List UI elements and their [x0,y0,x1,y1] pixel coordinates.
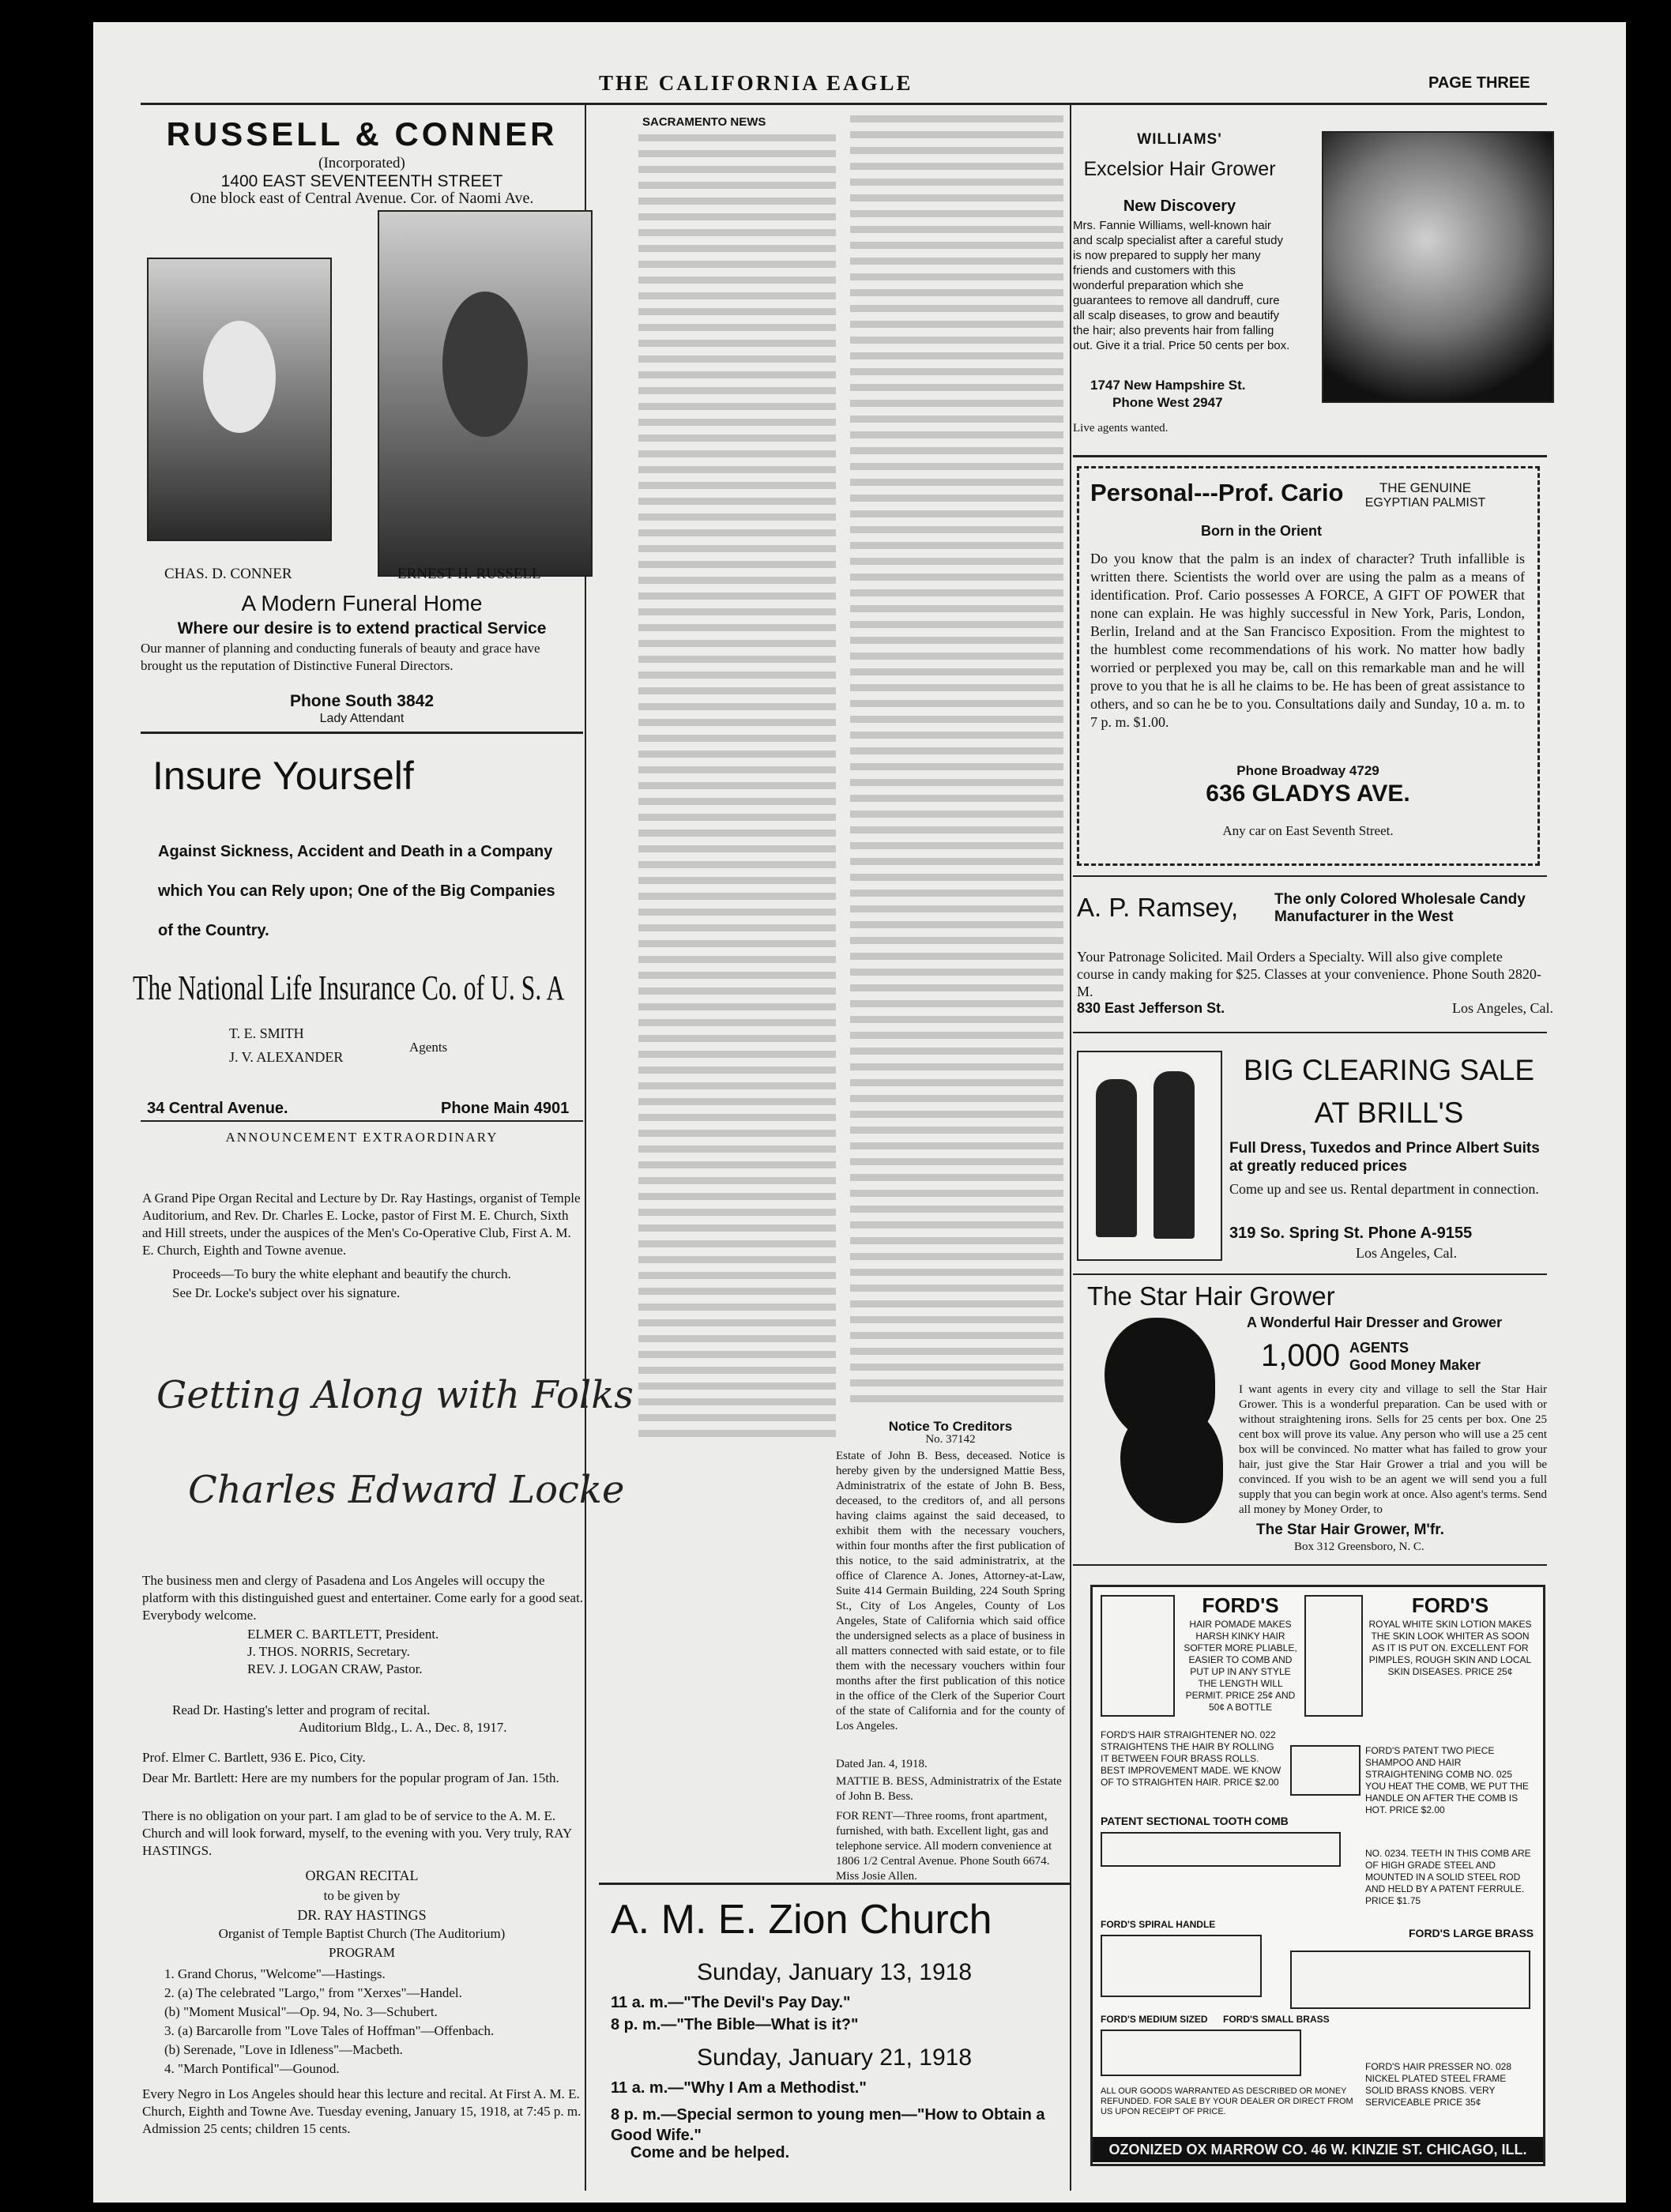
recital-given-by: to be given by [323,1888,401,1903]
recital-program-list [164,1964,583,2079]
brill-heading-2: AT BRILL'S [1314,1097,1464,1129]
page-number: PAGE THREE [1428,74,1530,92]
russell-incorporated: (Incorporated) [318,155,405,171]
sectional-comb-image [1101,1832,1341,1867]
fords-ad [1090,1585,1545,2166]
star-money-maker: Good Money Maker [1349,1357,1481,1373]
section-rule [141,1120,583,1122]
photo-russell [378,210,593,577]
program-item: (b) Serenade, "Love in Idleness"—Macbeth. [164,2042,403,2057]
ramsey-city: Los Angeles, Cal. [1452,1000,1553,1016]
section-rule [1073,1032,1547,1033]
lotion-bottle-image [1304,1595,1363,1717]
newspaper-page [93,22,1626,2203]
caption-conner: CHAS. D. CONNER [164,566,292,582]
program-item: 1. Grand Chorus, "Welcome"—Hastings. [164,1966,386,1981]
photo-fannie-williams [1322,131,1554,403]
ramsey-body: Your Patronage Solicited. Mail Orders a Specialty. Will also give complete course in candy making for $25. Classes at your convenience. Phone South 2820-M. [1077,949,1541,999]
recital-letter-place: Auditorium Bldg., L. A., Dec. 8, 1917. [299,1720,507,1735]
photo-conner [147,258,332,541]
williams-product: Excelsior Hair Grower [1083,158,1276,180]
williams-agents: Live agents wanted. [1073,422,1169,434]
star-signature: The Star Hair Grower, M'fr. [1256,1522,1444,1538]
masthead: THE CALIFORNIA EAGLE [599,71,913,95]
zion-church-heading: A. M. E. Zion Church [611,1897,992,1943]
zion-date-2: Sunday, January 21, 1918 [696,2045,973,2071]
insure-heading: Insure Yourself [152,754,414,798]
recital-addressee: Prof. Elmer C. Bartlett, 936 E. Pico, City. [142,1750,366,1765]
creditors-notice-body: Estate of John B. Bess, deceased. Notice is hereby given by the undersigned Mattie Bess, Administratrix of the estate of John B. Bess, deceased, to the creditors of, and all persons having claims against the said deceased, to exhibit them with the necessary vouchers, within four months after the first publication of this notice, to the said administratrix, at the office of Clarence A. Jones, Attorney-at-Law, Suite 414 Germain Building, 224 South Spring St., City of Los Angeles, County of Los Angeles, State of California which said office the undersigned selects as a place of business in all matters connected with said estate, or to file them with the necessary vouchers within four months after the first publication of this notice in the office of the Clerk of the Superior Court of the state of California and for the county of Los Angeles. [836,1450,1065,1732]
fords-lotion-title: FORD'S [1411,1593,1489,1617]
funeral-home-tagline: Where our desire is to extend practical Service [177,619,547,638]
fords-footnote: ALL OUR GOODS WARRANTED AS DESCRIBED OR MONEY REFUNDED. FOR SALE BY YOUR DEALER OR DIRECT FROM US UPON RECEIPT OF PRICE. [1101,2086,1353,2116]
fords-patent-comb: FORD'S PATENT TWO PIECE SHAMPOO AND HAIR STRAIGHTENING COMB NO. 025 YOU HEAT THE COMB, WE PUT THE HANDLE ON AFTER THE COMB IS HOT. PRICE $2.00 [1365,1745,1529,1815]
pomade-jar-image [1101,1595,1175,1717]
williams-phone: Phone West 2947 [1112,395,1223,410]
section-rule [1073,1273,1547,1275]
russell-address: 1400 EAST SEVENTEENTH STREET [220,172,503,190]
zion-service-3: 11 a. m.—"Why I Am a Methodist." [611,2079,867,2097]
signature-name: Charles Edward Locke [188,1468,625,1512]
zion-closing: Come and be helped. [630,2144,790,2161]
fords-presser: FORD'S HAIR PRESSER NO. 028 NICKEL PLATED STEEL FRAME SOLID BRASS KNOBS. VERY SERVICEABLE PRICE 35¢ [1365,2061,1512,2108]
cario-title: EGYPTIAN PALMIST [1364,496,1486,510]
brill-body: Full Dress, Tuxedos and Prince Albert Suits at greatly reduced prices [1229,1140,1540,1175]
masthead-rule [141,103,1547,105]
announcement-heading: ANNOUNCEMENT EXTRAORDINARY [225,1130,499,1145]
zion-date-1: Sunday, January 13, 1918 [696,1959,973,1985]
program-item: 3. (a) Barcarolle from "Love Tales of Hoffman"—Offenbach. [164,2023,495,2038]
recital-officer-2: J. THOS. NORRIS, Secretary. [247,1644,410,1659]
cario-phone: Phone Broadway 4729 [1236,763,1379,778]
star-number: 1,000 [1261,1338,1341,1373]
recital-businessmen: The business men and clergy of Pasadena and Los Angeles will occupy the platform with this distinguished guest and entertainer. Come early for a good seat. Everybody welcome. [142,1573,584,1623]
large-brass-comb-image [1290,1951,1530,2009]
recital-letter-intro: Read Dr. Hasting's letter and program of recital. [172,1702,431,1717]
cario-heading: Personal---Prof. Cario [1090,479,1344,506]
star-agents: AGENTS [1349,1340,1409,1356]
program-item: 4. "March Pontifical"—Gounod. [164,2061,340,2076]
section-rule [1073,455,1547,457]
recital-letter-1: Dear Mr. Bartlett: Here are my numbers for the popular program of Jan. 15th. [142,1770,559,1785]
star-subheading: A Wonderful Hair Dresser and Grower [1247,1315,1503,1330]
insurance-phone: Phone Main 4901 [441,1100,570,1117]
ramsey-address: 830 East Jefferson St. [1077,1000,1225,1016]
insurance-address: 34 Central Avenue. [147,1100,288,1117]
signature-title: Getting Along with Folks [156,1373,634,1417]
announcement-proceeds: Proceeds—To bury the white elephant and beautify the church. [172,1266,511,1281]
for-rent-ad: FOR RENT—Three rooms, front apartment, furnished, with bath. Excellent light, gas and telephone service. All modern convenience at 1806 1/2 Central Avenue. Phone South 6674. Miss Josie Allen. [836,1810,1052,1883]
cario-address: 636 GLADYS AVE. [1206,781,1410,807]
brill-illustration [1077,1051,1222,1261]
recital-program-label: PROGRAM [328,1945,396,1960]
recital-letter-2: There is no obligation on your part. I am glad to be of service to the A. M. E. Church and will look forward, myself, to the evening with you. Very truly, RAY HASTINGS. [142,1808,572,1858]
program-item: (b) "Moment Musical"—Op. 94, No. 3—Schubert. [164,2004,438,2019]
williams-discovery: New Discovery [1123,198,1236,215]
funeral-home-heading: A Modern Funeral Home [241,591,483,615]
recital-performer-title: Organist of Temple Baptist Church (The Auditorium) [218,1926,506,1941]
fords-company-bar: OZONIZED OX MARROW CO. 46 W. KINZIE ST. CHICAGO, ILL. [1093,2137,1543,2162]
fords-pomade-title: FORD'S [1202,1593,1279,1617]
williams-address: 1747 New Hampshire St. [1090,378,1246,393]
creditors-notice-signer: MATTIE B. BESS, Administratrix of the Estate of John B. Bess. [836,1775,1062,1803]
program-item: 2. (a) The celebrated "Largo," from "Xerxes"—Handel. [164,1985,462,2000]
column-rule [1070,105,1071,2191]
agents-label: Agents [409,1040,448,1055]
fords-0234: NO. 0234. TEETH IN THIS COMB ARE OF HIGH GRADE STEEL AND MOUNTED IN A SOLID STEEL ROD AND HELD BY A PATENT FERRULE. PRICE $1.75 [1365,1848,1531,1906]
recital-officer-3: REV. J. LOGAN CRAW, Pastor. [247,1661,423,1676]
sacramento-news-text [638,134,836,1438]
funeral-home-body: Our manner of planning and conducting funerals of beauty and grace have brought us the reputation of Distinctive Funeral Directors. [141,641,540,673]
insurance-company-name: The National Life Insurance Co. of U. S. A [133,969,565,1007]
recital-organ-heading: ORGAN RECITAL [305,1868,419,1883]
society-news-text [850,115,1063,1411]
agent-2: J. V. ALEXANDER [229,1049,344,1065]
cario-directions: Any car on East Seventh Street. [1222,823,1394,838]
recital-officer-1: ELMER C. BARTLETT, President. [247,1627,439,1642]
brill-city: Los Angeles, Cal. [1356,1245,1457,1261]
star-silhouette [1089,1310,1239,1527]
fords-lotion-body: ROYAL WHITE SKIN LOTION MAKES THE SKIN LOOK WHITER AS SOON AS IT IS PUT ON. EXCELLENT FOR PIMPLES, ROUGH SKIN AND LOCAL SKIN DISEASES. PRICE 25¢ [1368,1619,1532,1677]
ramsey-name: A. P. Ramsey, [1077,893,1239,922]
section-rule [141,732,583,734]
fords-sectional-comb: PATENT SECTIONAL TOOTH COMB [1101,1815,1289,1827]
recital-closing: Every Negro in Los Angeles should hear this lecture and recital. At First A. M. E. Church, Eighth and Towne Ave. Tuesday evening, January 15, 1918, at 7:45 p. m. Admission 25 cents; children 15 cents. [142,2086,581,2136]
fords-small-brass: FORD'S SMALL BRASS [1223,2014,1330,2025]
funeral-home-attendant: Lady Attendant [319,712,405,725]
recital-performer: DR. RAY HASTINGS [297,1907,427,1923]
brill-department: Come up and see us. Rental department in connection. [1229,1181,1539,1197]
brill-heading-1: BIG CLEARING SALE [1243,1054,1535,1086]
fords-medium-sized: FORD'S MEDIUM SIZED [1101,2014,1208,2025]
ramsey-tagline: The only Colored Wholesale Candy Manufacturer in the West [1274,891,1526,925]
cario-genuine: THE GENUINE [1379,480,1472,495]
sacramento-news-heading: SACRAMENTO NEWS [642,115,766,129]
fords-spiral-handle: FORD'S SPIRAL HANDLE [1101,1919,1216,1930]
brill-address: 319 So. Spring St. Phone A-9155 [1229,1224,1473,1242]
russell-location: One block east of Central Avenue. Cor. of Naomi Ave. [190,190,534,207]
spiral-comb-image [1101,1935,1262,1997]
announcement-body: A Grand Pipe Organ Recital and Lecture by Dr. Ray Hastings, organist of Temple Auditorium, and Rev. Dr. Charles E. Locke, pastor of First M. E. Church, Sixth and Hill streets, under the auspices of the Men's Co-Operative Club, First A. M. E. Church, Eighth and Towne avenue. [142,1191,581,1258]
funeral-home-phone: Phone South 3842 [289,692,435,710]
section-rule [1073,1564,1547,1566]
agent-1: T. E. SMITH [229,1025,304,1041]
insure-body: Against Sickness, Accident and Death in a Company which You can Rely upon; One of the Big Companies of the Country. [158,843,555,939]
section-rule [599,1883,1070,1885]
fords-large-brass: FORD'S LARGE BRASS [1409,1927,1534,1939]
zion-service-4: 8 p. m.—Special sermon to young men—"How to Obtain a Good Wife." [611,2106,1045,2144]
star-body: I want agents in every city and village to sell the Star Hair Grower. This is a wonderful preparation. Can be used with or without straightening irons. Sells for 25 cents per box. One 25 cent box will prove its value. Any person who will use a 25 cent box will be convinced. No matter what has failed to grow your hair, just give the Star Hair Grower a trial and you will be convinced. If you wish to be an agent we will send you a full supply that you can begin work at once. Also agent's terms. Send all money by Money Order, to [1239,1383,1547,1516]
star-location: Box 312 Greensboro, N. C. [1294,1540,1424,1553]
announcement-subject: See Dr. Locke's subject over his signature. [172,1285,401,1300]
cario-born: Born in the Orient [1201,523,1322,539]
creditors-notice-dated: Dated Jan. 4, 1918. [836,1758,928,1770]
caption-russell: ERNEST H. RUSSELL [397,566,541,582]
section-rule [1073,875,1547,877]
fords-pomade-body: HAIR POMADE MAKES HARSH KINKY HAIR SOFTER MORE PLIABLE, EASIER TO COMB AND PUT UP IN ANY STYLE THE LENGTH WILL PERMIT. PRICE 25¢ AND 50¢ A BOTTLE [1184,1619,1297,1713]
straightener-image [1290,1745,1361,1796]
williams-name: WILLIAMS' [1137,131,1222,148]
creditors-notice-heading: Notice To Creditors [888,1419,1013,1434]
cario-body: Do you know that the palm is an index of character? Truth infallible is written there. Scientists the world over are using the palm as a means of identification. Prof. Cario possesses A FORCE, A GIFT OF POWER that none can explain. He was highly successful in New York, Paris, London, Berlin, Ireland and at the San Francisco Exposition. From the mightest to the humblest come recommendations of his work. No matter how badly worried or perplexed you may be, call on this remarkable man and he will prove to you that he is all he claims to be. He has been of great assistance to others, and so can he be to you. Consultations daily and Sunday, 10 a. m. to 7 p. m. $1.00. [1090,551,1525,730]
medium-comb-image [1101,2030,1301,2076]
creditors-notice-number: No. 37142 [925,1433,976,1446]
russell-conner-title: RUSSELL & CONNER [166,115,558,152]
williams-body: Mrs. Fannie Williams, well-known hair and scalp specialist after a careful study is now prepared to supply her many friends and customers with this wonderful preparation which she guarantees to remove all dandruff, cure all scalp diseases, to grow and beautify the hair; also prevents hair from falling out. Give it a trial. Price 50 cents per box. [1073,219,1290,352]
star-heading: The Star Hair Grower [1087,1281,1335,1311]
zion-service-1: 11 a. m.—"The Devil's Pay Day." [611,1994,851,2011]
zion-service-2: 8 p. m.—"The Bible—What is it?" [611,2016,859,2033]
fords-straightener: FORD'S HAIR STRAIGHTENER NO. 022 STRAIGHTENS THE HAIR BY ROLLING IT BETWEEN FOUR BRASS ROLLS. BEST IMPROVEMENT MADE. WE KNOW OF TO STRAIGHTEN HAIR. PRICE $2.00 [1101,1729,1281,1788]
